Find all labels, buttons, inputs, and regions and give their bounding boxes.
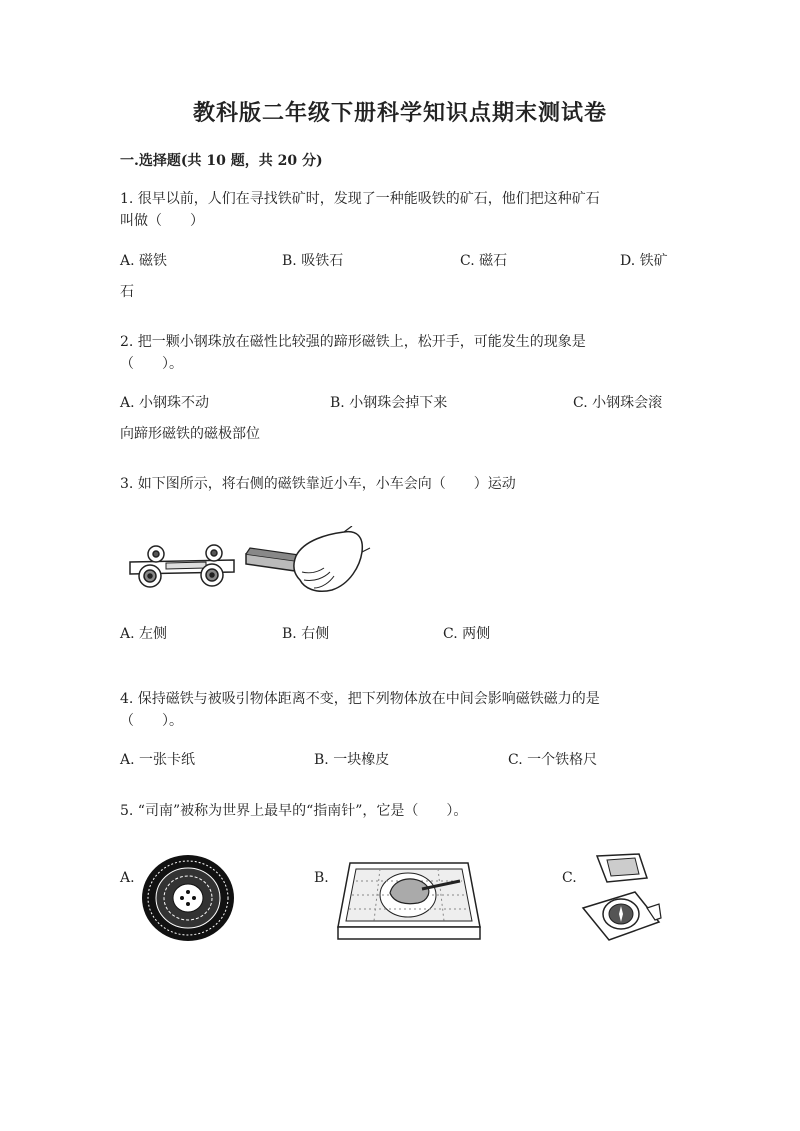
q5-option-a: A.: [120, 870, 135, 886]
sinan-spoon-board-image: [334, 855, 484, 943]
hand-holding-magnet-image: [244, 526, 372, 596]
round-compass-disc-image: [140, 853, 236, 943]
q1-option-wrap: 石: [120, 284, 134, 300]
q2-text-line2: （ ）。: [120, 356, 183, 372]
q5-option-c: C.: [562, 870, 577, 886]
q1-option-d: D. 铁矿: [620, 253, 668, 269]
q1-text-line2: 叫做（ ）: [120, 213, 204, 229]
q3-option-c: C. 两侧: [443, 626, 491, 642]
q3-option-a: A. 左侧: [120, 626, 168, 642]
q1-text-line1: 1. 很早以前，人们在寻找铁矿时，发现了一种能吸铁的矿石，他们把这种矿石: [120, 191, 600, 207]
q5-text-line1: 5. “司南”被称为世界上最早的“指南针”，它是（ ）。: [120, 803, 468, 819]
q3-text-line1: 3. 如下图所示，将右侧的磁铁靠近小车，小车会向（ ）运动: [120, 476, 516, 492]
page-title: 教科版二年级下册科学知识点期末测试卷: [192, 100, 607, 126]
q1-option-c: C. 磁石: [460, 253, 508, 269]
q5-option-b: B.: [314, 870, 329, 886]
toy-car-image: [126, 540, 238, 592]
q2-option-a: A. 小钢珠不动: [120, 395, 210, 411]
q4-option-c: C. 一个铁格尺: [508, 752, 598, 768]
q4-option-b: B. 一块橡皮: [314, 752, 390, 768]
q3-option-b: B. 右侧: [282, 626, 330, 642]
q4-option-a: A. 一张卡纸: [120, 752, 196, 768]
section-heading: 一.选择题(共 10 题，共 20 分): [120, 153, 323, 169]
q2-option-c: C. 小钢珠会滚: [573, 395, 663, 411]
q2-text-line1: 2. 把一颗小钢珠放在磁性比较强的蹄形磁铁上，松开手，可能发生的现象是: [120, 334, 586, 350]
modern-compass-image: [577, 852, 665, 944]
q1-option-b: B. 吸铁石: [282, 253, 344, 269]
q2-option-wrap: 向蹄形磁铁的磁极部位: [120, 426, 260, 442]
q1-option-a: A. 磁铁: [120, 253, 168, 269]
q4-text-line1: 4. 保持磁铁与被吸引物体距离不变，把下列物体放在中间会影响磁铁磁力的是: [120, 691, 600, 707]
q2-option-b: B. 小钢珠会掉下来: [330, 395, 448, 411]
q4-text-line2: （ ）。: [120, 713, 183, 729]
